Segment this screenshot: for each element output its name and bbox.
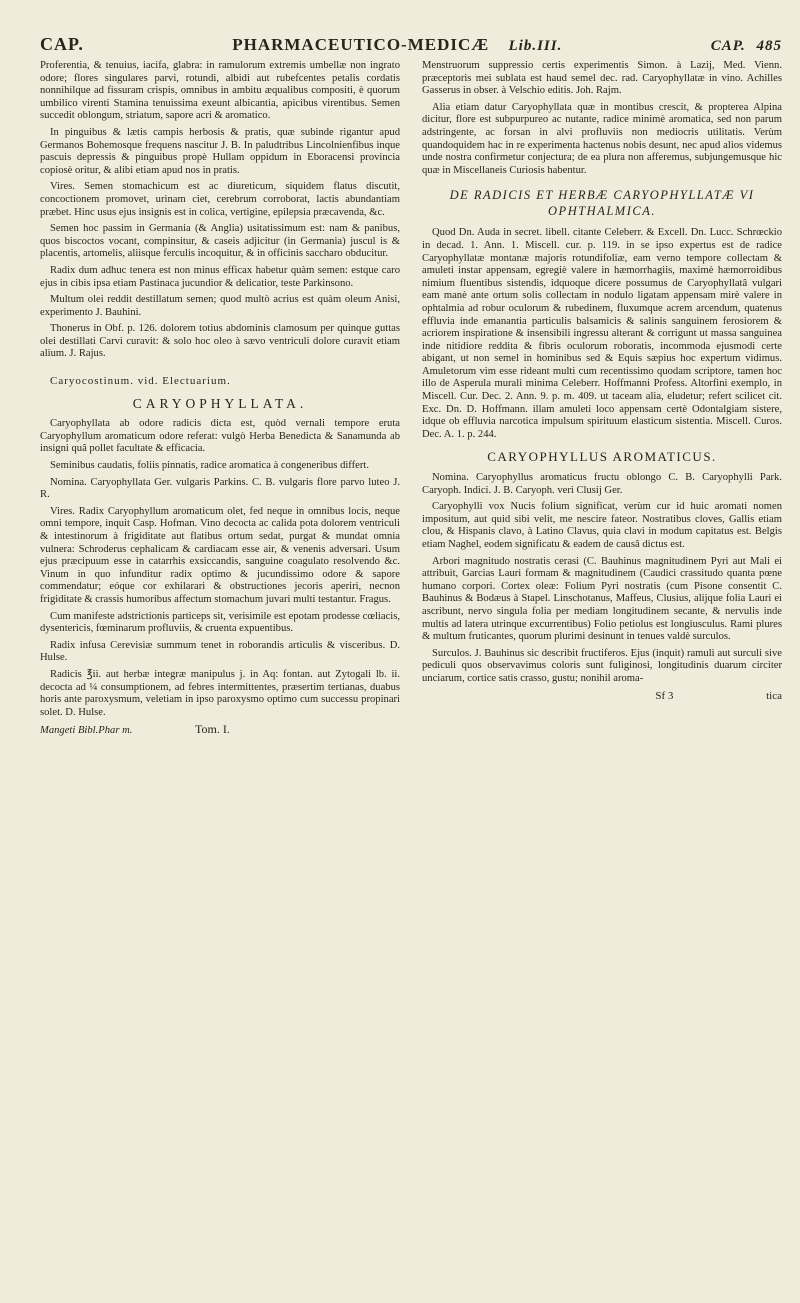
header-title — [84, 35, 711, 55]
left-paragraph-11: Vires. Radix Caryophyllum aromaticum olet, fed neque in omnibus locis, neque omni tempore, inquit Casp. Hofman. Vino decocta ac calida pota dolorem ventriculi & intestinorum à frigiditate aut flatibus ortum sedat, purgat & mundat omnia vulnera: Schroderus cephalicam & cardiacam esse air, & venenis adversari. Usum ejus præcipuum esse in catarrhis exsiccandis, sanguine coagulato resolvendo &c. Vinum in quo infunditur radix optimo & jucundissimo odore & sapore commendatur; eóque cor exhilarari & obstructiones jecoris aperiri, necnon frigiditate & crassis humoribus affectum stomachum juvari multi testantur. Fragus. — [40, 505, 400, 605]
right-paragraph-7: Surculos. J. Bauhinus sic describit fructiferos. Ejus (inquit) ramuli aut surculi sive pediculi quos observavimus coloris sunt fuliginosi, longitudinis duarum circiter unciarum, cortice satis crasso, gustu; nonihil aroma- — [422, 647, 782, 684]
signature-mark: Sf 3 — [655, 689, 674, 702]
left-paragraph-12: Cum manifeste adstrictionis particeps sit, verisimile est epotam prodesse cœliacis, dysentericis, fœminarum profluviis, & cruenta expuentibus. — [40, 610, 400, 635]
section-title-caryophyllus: CARYOPHYLLUS AROMATICUS. — [487, 449, 717, 465]
page-number: 485 — [756, 38, 782, 54]
left-paragraph-13: Radix infusa Cerevisiæ summum tenet in roborandis articulis & visceribus. D. Hulse. — [40, 639, 400, 664]
header-title-text: PHARMACEUTICO-MEDICÆ — [232, 35, 490, 54]
right-paragraph-1: Menstruorum suppressio certis experimentis Simon. à Lazij, Med. Vienn. præceptoris mei sublata est haud semel dec. rad. Caryophyllatæ in vino. Achilles Gasserus in obser. à Velschio editis. Joh. Rajm. — [422, 60, 782, 97]
section-title-caryophyllata: CARYOPHYLLATA. — [132, 395, 308, 411]
right-footer — [422, 690, 782, 703]
printer-signature: Mangeti Bibl.Phar m. — [40, 725, 133, 737]
right-paragraph-6: Arbori magnitudo nostratis cerasi (C. Bauhinus magnitudinem Pyri aut Mali ei attribuit, Garcias Lauri formam & magnitudinem (Caudici crassitudo quanta pœne humano corpori. Cortex oleæ: Folium Pyri nostratis (cum Pisone consentit C. Bauhinus & Bodæus à Stapel. Linschotanus, Maffeus, Clusius, alijque folia Lauri ei ascribunt, nervo singula folia per mediam longitudinem secante, & nervulis inde multis ad latera utrinque excurrentibus) Folio petiolus est longiusculus. Rami plures & multum fruticantes, quorum plurimi desinunt in tenues valdè surculos. — [422, 555, 782, 643]
right-paragraph-3: Quod Dn. Auda in secret. libell. citante Celeberr. & Excell. Dn. Lucc. Schrœckio in decad. 1. Ann. 1. Miscell. cur. p. 119. in se ipso expertus est de radice Caryophyllatæ montanæ majoris rotundifoliæ, eam verno tempore collectam & amuleti instar appensam, egregiè valere in hæmorrhagiis, maximè hæmorroidibus nimium fluentibus sistendis, idquoque dicere possumus de Caryophyllatâ vulgari eam manè ante ortum solis collectam in nodulo ligatam appensam mirè valere in ophtalmia ad robur oculorum & rubedinem, fluxumque acrem arcendum, quatenus effluvia inde emanantia particulis balsamicis & salinis sanguinem ferosiorem & acriorem inspiratione & insensibili ingressu alterant & corrigunt ut massa sanguinea inde nitidiore reddita & fibris oculorum roboratis, incommoda ejusmodi certe abigant, ut non semel in hominibus sed & Equis sæpius hoc expertum vidimus. Amuletorum vim esse rideant multi cum recentissimo quodam scriptore, tamen hoc illo de Asperula murali minima Celeberr. Hoffmanni Profess. Altorfini exemplo, in Miscell. Cur. Dec. 2. Ann. 9. p. m. 409. ut taceam alia, eludetur; refert scilicet cit. Exc. Dn. D. Hoffmann. illam amuleti loco appensam certè Odontalgiam sistere, idque ob effluvia narcotica impulsum spirituum elasticum sistentia. Miscell. Curos. Dec. A. 1. p. 244. — [422, 227, 782, 440]
left-paragraph-2: In pinguibus & lætis campis herbosis & pratis, quæ subinde rigantur apud Germanos Bohemosque frequens nascitur J. B. In paludtribus Lincolnienfibus inque pascuis depressis & pinguibus propè Hullam oppidum in Eboracensi provincia copiosè oritur, & alibi etiam apud nos in pratis. — [40, 126, 400, 176]
left-paragraph-7: Thonerus in Obf. p. 126. dolorem totius abdominis clamosum per quinque guttas olei destillati Carvi curavit: & solo hoc oleo à sævo ventriculi dolore curavit etiam alium. J. Rajus. — [40, 323, 400, 360]
header-book: Lib.III. — [508, 38, 563, 54]
tome-mark: Tom. I. — [195, 722, 230, 737]
text-columns — [40, 60, 782, 1160]
left-paragraph-1: Proferentia, & tenuius, iacifa, glabra: in ramulorum extremis umbellæ non ingrato odore; flores singulares parvi, rotundi, albidi aut rubefcentes petalis cordatis nonnihilque ad fissuram crispis, omnibus in ambitu æqualibus compositi, è quorum umbilico virenti Stamina tenuissima exeunt albicantia, apicibus virentibus. Semen succedit oblongum, striatum, sapore acri & aromatico. — [40, 60, 400, 122]
header-chapter-right-text: CAP. — [710, 38, 746, 54]
running-header — [40, 34, 782, 60]
right-column — [422, 60, 782, 1160]
right-paragraph-2: Alia etiam datur Caryophyllata quæ in montibus crescit, & propterea Alpina dicitur, flore est subpurpureo ac nutante, radice minimè aromatica, sed non parum adstringente, ac forsan in alvi profluviis non mediocris utilitatis. Verùm quandoquidem hac in re experimenta hactenus nobis desunt, nec apud alios videmus unde nostra confirmetur conjectura; de ea plura non afferemus, subjungemusque hic quæ in Miscellaneis Curiosis habentur. — [422, 101, 782, 176]
left-paragraph-14: Radicis ℥ii. aut herbæ integræ manipulus j. in Aq: fontan. aut Zytogali lb. ii. decocta ad ¼ consumptionem, ad febres intermittentes, præsertim tertianas, duabus horis ante paroxysmum, veletiam in ipso paroxysmo optimo cum successu propinari solet. D. Hulse. — [40, 668, 400, 718]
left-footer — [40, 723, 400, 738]
right-paragraph-5: Caryophylli vox Nucis folium significat, verùm cur id huic aromati nomen impositum, aut quid sibi velit, me nescire fateor. Nostratibus cloves, Gallis etiam clou, & Hispanis clavo, à Latino Clavus, quia clavi in modum capitatus est. Belgis etiam Naghel, eodem significatu & eadem de causâ dictus est. — [422, 501, 782, 550]
left-paragraph-10: Nomina. Caryophyllata Ger. vulgaris Parkins. C. B. vulgaris flore parvo luteo J. R. — [40, 476, 400, 501]
header-chapter-left: CAP. — [40, 34, 84, 54]
left-paragraph-4: Semen hoc passim in Germania (& Anglia) usitatissimum est: nam & panibus, quos biscoctos vocant, compinsitur, & caseis adjicitur (in Germania) juscul is & placentis, artomelis, aliisque ferculis incoquitur, & in officinis saccharo obducitur. — [40, 223, 400, 260]
left-column — [40, 60, 400, 1160]
left-paragraph-3: Vires. Semen stomachicum est ac diureticum, siquidem flatus discutit, concoctionem promovet, urinam ciet, cerebrum corroborat, lactis abundantiam præbet. Hinc usus ejus insignis est in colica, vertigine, epilepsia præcavenda, &c. — [40, 181, 400, 218]
left-paragraph-9: Seminibus caudatis, foliis pinnatis, radice aromatica à congeneribus differt. — [50, 460, 369, 472]
catchword: tica — [766, 689, 782, 702]
right-paragraph-4: Nomina. Caryophyllus aromaticus fructu oblongo C. B. Caryophylli Park. Caryoph. Indici. J. B. Caryoph. veri Clusij Ger. — [422, 472, 782, 496]
cross-reference: Caryocostinum. vid. Electuarium. — [50, 375, 231, 388]
left-paragraph-5: Radix dum adhuc tenera est non minus efficax habetur quàm semen: estque caro ejus in cibis ipsa etiam Pastinaca jucundior & delicatior, teste Parkinsono. — [40, 264, 400, 289]
left-paragraph-8: Caryophyllata ab odore radicis dicta est, quòd vernali tempore eruta Caryophyllum aromaticum odore referat: vulgò Herba Benedicta & Sanamunda ab insigni quâ pollet facultate & efficacia. — [40, 418, 400, 455]
section-title-ophthalmica: DE RADICIS ET HERBÆ CARYOPHYLLATÆ VI OPHTHALMICA. — [449, 188, 755, 219]
left-paragraph-6: Multum olei reddit destillatum semen; quod multò acrius est quàm oleum Anisi, experimento J. Bauhini. — [40, 294, 400, 318]
header-chapter-right — [711, 38, 782, 55]
